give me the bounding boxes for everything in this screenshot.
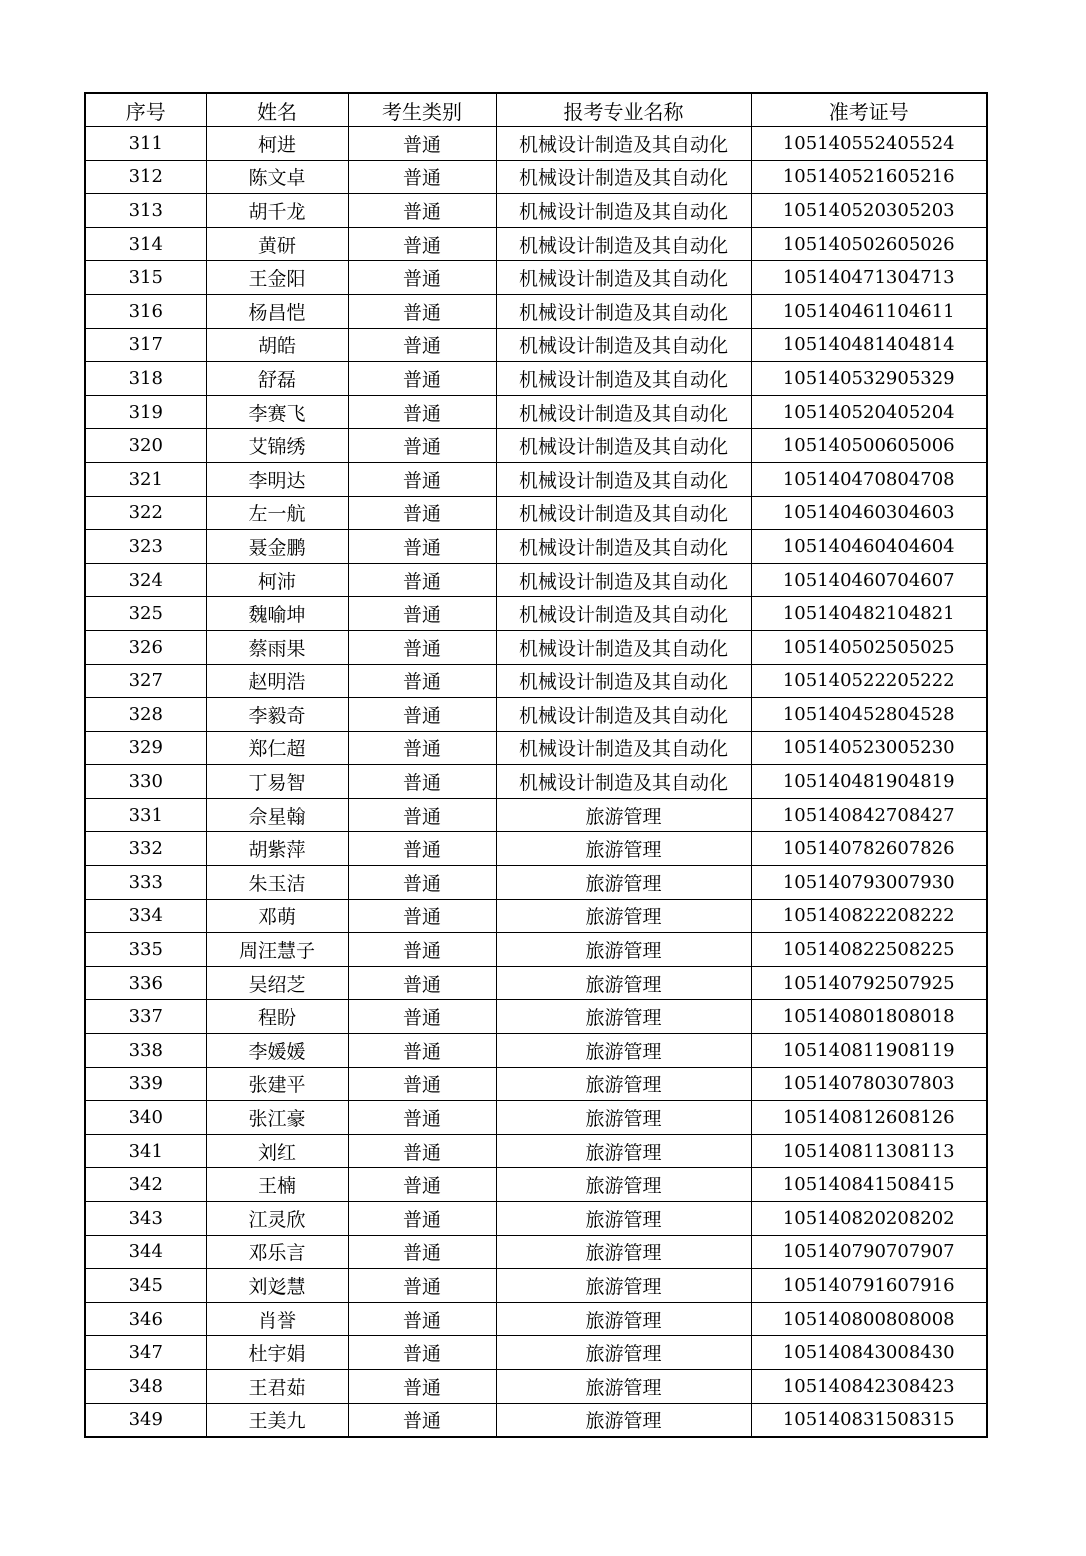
cell-exam-id: 105140481904819	[751, 765, 987, 799]
cell-name: 胡紫萍	[206, 832, 348, 866]
cell-exam-id: 105140843008430	[751, 1336, 987, 1370]
table-row	[85, 1067, 987, 1101]
cell-exam-id: 105140523005230	[751, 731, 987, 765]
cell-candidate-type: 普通	[348, 563, 496, 597]
cell-exam-id: 105140782607826	[751, 832, 987, 866]
table-body	[85, 127, 987, 1438]
table-row	[85, 1235, 987, 1269]
cell-name: 朱玉洁	[206, 866, 348, 900]
cell-name: 李媛媛	[206, 1034, 348, 1068]
cell-candidate-type: 普通	[348, 261, 496, 295]
cell-serial-number: 320	[85, 429, 206, 463]
cell-serial-number: 318	[85, 362, 206, 396]
cell-name: 王楠	[206, 1168, 348, 1202]
cell-name: 王金阳	[206, 261, 348, 295]
cell-serial-number: 317	[85, 328, 206, 362]
cell-name: 吴绍芝	[206, 966, 348, 1000]
cell-candidate-type: 普通	[348, 1302, 496, 1336]
table-row	[85, 899, 987, 933]
cell-candidate-type: 普通	[348, 227, 496, 261]
cell-name: 张江豪	[206, 1101, 348, 1135]
cell-name: 王君茹	[206, 1369, 348, 1403]
cell-exam-id: 105140500605006	[751, 429, 987, 463]
cell-serial-number: 329	[85, 731, 206, 765]
cell-serial-number: 339	[85, 1067, 206, 1101]
table-row	[85, 194, 987, 228]
table-row	[85, 630, 987, 664]
cell-candidate-type: 普通	[348, 395, 496, 429]
cell-candidate-type: 普通	[348, 1403, 496, 1437]
cell-name: 佘星翰	[206, 798, 348, 832]
table-row	[85, 765, 987, 799]
cell-major: 机械设计制造及其自动化	[496, 597, 751, 631]
cell-candidate-type: 普通	[348, 328, 496, 362]
cell-candidate-type: 普通	[348, 664, 496, 698]
cell-exam-id: 105140520305203	[751, 194, 987, 228]
cell-exam-id: 105140811908119	[751, 1034, 987, 1068]
admission-list-table	[84, 92, 988, 1438]
cell-major: 机械设计制造及其自动化	[496, 328, 751, 362]
cell-candidate-type: 普通	[348, 1235, 496, 1269]
cell-major: 旅游管理	[496, 1369, 751, 1403]
cell-serial-number: 322	[85, 496, 206, 530]
cell-exam-id: 105140532905329	[751, 362, 987, 396]
cell-major: 机械设计制造及其自动化	[496, 462, 751, 496]
header-major: 报考专业名称	[496, 93, 751, 127]
cell-exam-id: 105140460404604	[751, 530, 987, 564]
table-row	[85, 1000, 987, 1034]
cell-name: 郑仁超	[206, 731, 348, 765]
cell-candidate-type: 普通	[348, 832, 496, 866]
cell-major: 机械设计制造及其自动化	[496, 664, 751, 698]
cell-exam-id: 105140482104821	[751, 597, 987, 631]
cell-exam-id: 105140502505025	[751, 630, 987, 664]
cell-serial-number: 340	[85, 1101, 206, 1135]
cell-major: 机械设计制造及其自动化	[496, 194, 751, 228]
cell-serial-number: 348	[85, 1369, 206, 1403]
cell-exam-id: 105140452804528	[751, 698, 987, 732]
cell-candidate-type: 普通	[348, 1101, 496, 1135]
cell-name: 邓萌	[206, 899, 348, 933]
table-row	[85, 1034, 987, 1068]
cell-name: 柯沛	[206, 563, 348, 597]
cell-name: 蔡雨果	[206, 630, 348, 664]
cell-serial-number: 319	[85, 395, 206, 429]
cell-candidate-type: 普通	[348, 194, 496, 228]
header-candidate-type: 考生类别	[348, 93, 496, 127]
cell-serial-number: 326	[85, 630, 206, 664]
cell-serial-number: 344	[85, 1235, 206, 1269]
cell-name: 左一航	[206, 496, 348, 530]
cell-candidate-type: 普通	[348, 429, 496, 463]
table-row	[85, 1369, 987, 1403]
header-serial-number: 序号	[85, 93, 206, 127]
cell-serial-number: 338	[85, 1034, 206, 1068]
cell-major: 旅游管理	[496, 933, 751, 967]
cell-name: 刘红	[206, 1134, 348, 1168]
cell-exam-id: 105140460304603	[751, 496, 987, 530]
cell-name: 聂金鹏	[206, 530, 348, 564]
table-row	[85, 261, 987, 295]
table-row	[85, 731, 987, 765]
cell-serial-number: 347	[85, 1336, 206, 1370]
cell-major: 机械设计制造及其自动化	[496, 160, 751, 194]
cell-candidate-type: 普通	[348, 866, 496, 900]
cell-serial-number: 325	[85, 597, 206, 631]
cell-major: 机械设计制造及其自动化	[496, 731, 751, 765]
cell-serial-number: 335	[85, 933, 206, 967]
cell-name: 王美九	[206, 1403, 348, 1437]
cell-candidate-type: 普通	[348, 630, 496, 664]
cell-major: 机械设计制造及其自动化	[496, 127, 751, 161]
cell-candidate-type: 普通	[348, 731, 496, 765]
cell-major: 旅游管理	[496, 832, 751, 866]
cell-candidate-type: 普通	[348, 1369, 496, 1403]
table-row	[85, 1101, 987, 1135]
cell-major: 旅游管理	[496, 1067, 751, 1101]
cell-candidate-type: 普通	[348, 462, 496, 496]
cell-serial-number: 321	[85, 462, 206, 496]
table-row	[85, 395, 987, 429]
cell-name: 李明达	[206, 462, 348, 496]
cell-name: 胡皓	[206, 328, 348, 362]
table-row	[85, 664, 987, 698]
cell-exam-id: 105140460704607	[751, 563, 987, 597]
cell-candidate-type: 普通	[348, 294, 496, 328]
cell-exam-id: 105140520405204	[751, 395, 987, 429]
cell-name: 李赛飞	[206, 395, 348, 429]
cell-major: 旅游管理	[496, 866, 751, 900]
cell-major: 旅游管理	[496, 966, 751, 1000]
cell-name: 刘彣慧	[206, 1269, 348, 1303]
table-row	[85, 563, 987, 597]
cell-candidate-type: 普通	[348, 1168, 496, 1202]
cell-name: 杜宇娟	[206, 1336, 348, 1370]
cell-candidate-type: 普通	[348, 1202, 496, 1236]
table-row	[85, 328, 987, 362]
cell-serial-number: 328	[85, 698, 206, 732]
table-row	[85, 1168, 987, 1202]
cell-candidate-type: 普通	[348, 1034, 496, 1068]
cell-serial-number: 334	[85, 899, 206, 933]
cell-exam-id: 105140792507925	[751, 966, 987, 1000]
cell-name: 邓乐言	[206, 1235, 348, 1269]
cell-major: 旅游管理	[496, 798, 751, 832]
cell-serial-number: 312	[85, 160, 206, 194]
cell-major: 旅游管理	[496, 1202, 751, 1236]
table-row	[85, 1302, 987, 1336]
cell-candidate-type: 普通	[348, 698, 496, 732]
cell-serial-number: 343	[85, 1202, 206, 1236]
cell-exam-id: 105140552405524	[751, 127, 987, 161]
cell-candidate-type: 普通	[348, 597, 496, 631]
cell-serial-number: 342	[85, 1168, 206, 1202]
cell-exam-id: 105140521605216	[751, 160, 987, 194]
cell-major: 机械设计制造及其自动化	[496, 563, 751, 597]
cell-name: 舒磊	[206, 362, 348, 396]
table-row	[85, 798, 987, 832]
table-row	[85, 1269, 987, 1303]
cell-name: 丁易智	[206, 765, 348, 799]
cell-serial-number: 315	[85, 261, 206, 295]
cell-name: 张建平	[206, 1067, 348, 1101]
cell-major: 旅游管理	[496, 1336, 751, 1370]
cell-serial-number: 333	[85, 866, 206, 900]
cell-serial-number: 324	[85, 563, 206, 597]
table-row	[85, 294, 987, 328]
cell-name: 肖誉	[206, 1302, 348, 1336]
cell-exam-id: 105140812608126	[751, 1101, 987, 1135]
table-row	[85, 866, 987, 900]
cell-major: 机械设计制造及其自动化	[496, 395, 751, 429]
table-row	[85, 362, 987, 396]
cell-exam-id: 105140502605026	[751, 227, 987, 261]
cell-name: 艾锦绣	[206, 429, 348, 463]
cell-exam-id: 105140822508225	[751, 933, 987, 967]
cell-major: 旅游管理	[496, 1134, 751, 1168]
cell-candidate-type: 普通	[348, 362, 496, 396]
table-row	[85, 227, 987, 261]
cell-major: 旅游管理	[496, 1101, 751, 1135]
cell-serial-number: 327	[85, 664, 206, 698]
cell-major: 旅游管理	[496, 1302, 751, 1336]
cell-exam-id: 105140842308423	[751, 1369, 987, 1403]
cell-exam-id: 105140831508315	[751, 1403, 987, 1437]
cell-major: 机械设计制造及其自动化	[496, 294, 751, 328]
table-row	[85, 1202, 987, 1236]
cell-serial-number: 346	[85, 1302, 206, 1336]
table-row	[85, 1336, 987, 1370]
cell-exam-id: 105140522205222	[751, 664, 987, 698]
table-header	[85, 93, 987, 127]
table-row	[85, 698, 987, 732]
cell-serial-number: 313	[85, 194, 206, 228]
cell-exam-id: 105140801808018	[751, 1000, 987, 1034]
cell-name: 程盼	[206, 1000, 348, 1034]
cell-major: 机械设计制造及其自动化	[496, 261, 751, 295]
cell-name: 周汪慧子	[206, 933, 348, 967]
cell-serial-number: 316	[85, 294, 206, 328]
cell-serial-number: 314	[85, 227, 206, 261]
cell-serial-number: 349	[85, 1403, 206, 1437]
cell-name: 柯进	[206, 127, 348, 161]
cell-name: 江灵欣	[206, 1202, 348, 1236]
cell-candidate-type: 普通	[348, 1336, 496, 1370]
table-row	[85, 597, 987, 631]
table-row	[85, 1403, 987, 1437]
cell-major: 旅游管理	[496, 1269, 751, 1303]
cell-major: 机械设计制造及其自动化	[496, 429, 751, 463]
cell-major: 旅游管理	[496, 1168, 751, 1202]
cell-serial-number: 341	[85, 1134, 206, 1168]
cell-exam-id: 105140791607916	[751, 1269, 987, 1303]
table-row	[85, 1134, 987, 1168]
cell-candidate-type: 普通	[348, 530, 496, 564]
cell-serial-number: 337	[85, 1000, 206, 1034]
cell-exam-id: 105140841508415	[751, 1168, 987, 1202]
cell-name: 黄研	[206, 227, 348, 261]
cell-candidate-type: 普通	[348, 496, 496, 530]
cell-major: 机械设计制造及其自动化	[496, 496, 751, 530]
cell-candidate-type: 普通	[348, 966, 496, 1000]
cell-exam-id: 105140800808008	[751, 1302, 987, 1336]
cell-major: 机械设计制造及其自动化	[496, 765, 751, 799]
table-row	[85, 933, 987, 967]
header-name: 姓名	[206, 93, 348, 127]
cell-exam-id: 105140822208222	[751, 899, 987, 933]
cell-candidate-type: 普通	[348, 127, 496, 161]
table-row	[85, 462, 987, 496]
table-row	[85, 127, 987, 161]
cell-major: 旅游管理	[496, 1403, 751, 1437]
cell-major: 机械设计制造及其自动化	[496, 630, 751, 664]
cell-name: 陈文卓	[206, 160, 348, 194]
cell-major: 机械设计制造及其自动化	[496, 530, 751, 564]
cell-exam-id: 105140790707907	[751, 1235, 987, 1269]
cell-major: 旅游管理	[496, 1034, 751, 1068]
cell-major: 机械设计制造及其自动化	[496, 362, 751, 396]
cell-serial-number: 330	[85, 765, 206, 799]
cell-serial-number: 345	[85, 1269, 206, 1303]
cell-major: 旅游管理	[496, 899, 751, 933]
cell-serial-number: 323	[85, 530, 206, 564]
header-exam-id: 准考证号	[751, 93, 987, 127]
cell-exam-id: 105140793007930	[751, 866, 987, 900]
table-row	[85, 496, 987, 530]
cell-name: 魏喻坤	[206, 597, 348, 631]
cell-major: 机械设计制造及其自动化	[496, 698, 751, 732]
cell-candidate-type: 普通	[348, 160, 496, 194]
cell-exam-id: 105140780307803	[751, 1067, 987, 1101]
cell-serial-number: 336	[85, 966, 206, 1000]
cell-candidate-type: 普通	[348, 1000, 496, 1034]
cell-name: 李毅奇	[206, 698, 348, 732]
cell-serial-number: 311	[85, 127, 206, 161]
cell-candidate-type: 普通	[348, 765, 496, 799]
cell-exam-id: 105140471304713	[751, 261, 987, 295]
table-row	[85, 832, 987, 866]
cell-exam-id: 105140820208202	[751, 1202, 987, 1236]
table-row	[85, 160, 987, 194]
table-row	[85, 429, 987, 463]
cell-exam-id: 105140811308113	[751, 1134, 987, 1168]
cell-candidate-type: 普通	[348, 899, 496, 933]
cell-serial-number: 331	[85, 798, 206, 832]
cell-name: 赵明浩	[206, 664, 348, 698]
header-row	[85, 93, 987, 127]
cell-name: 胡千龙	[206, 194, 348, 228]
document-page	[84, 92, 988, 1438]
cell-candidate-type: 普通	[348, 798, 496, 832]
cell-name: 杨昌恺	[206, 294, 348, 328]
cell-exam-id: 105140481404814	[751, 328, 987, 362]
table-row	[85, 530, 987, 564]
cell-candidate-type: 普通	[348, 933, 496, 967]
cell-candidate-type: 普通	[348, 1067, 496, 1101]
cell-exam-id: 105140842708427	[751, 798, 987, 832]
cell-exam-id: 105140470804708	[751, 462, 987, 496]
cell-major: 机械设计制造及其自动化	[496, 227, 751, 261]
table-row	[85, 966, 987, 1000]
cell-exam-id: 105140461104611	[751, 294, 987, 328]
cell-major: 旅游管理	[496, 1000, 751, 1034]
cell-serial-number: 332	[85, 832, 206, 866]
cell-major: 旅游管理	[496, 1235, 751, 1269]
cell-candidate-type: 普通	[348, 1269, 496, 1303]
cell-candidate-type: 普通	[348, 1134, 496, 1168]
